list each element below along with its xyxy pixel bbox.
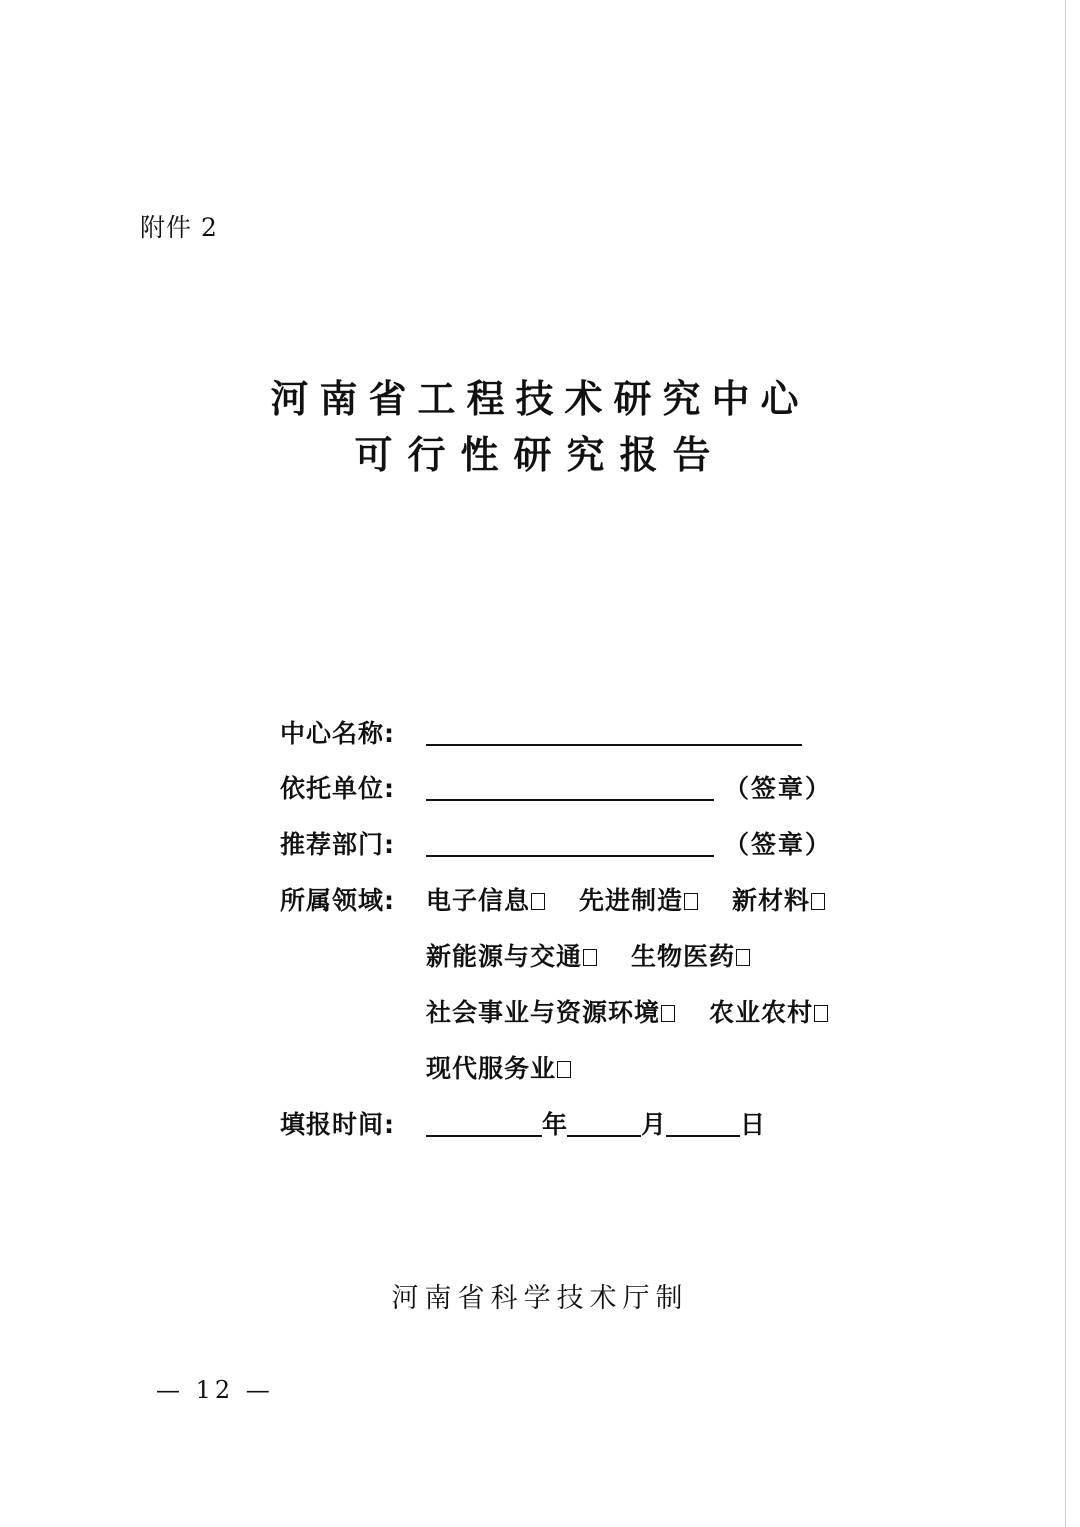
field-row-4 [426,1051,605,1087]
field-option-label: 社会事业与资源环境 [426,998,661,1027]
year-unit: 年 [542,1110,568,1139]
field-option-energy-transport[interactable] [426,939,597,975]
field-row-3 [426,995,862,1031]
field-label: 所属领域: [280,886,395,915]
field-option-label: 新能源与交通 [426,942,583,971]
center-name-row [280,716,802,752]
recommend-dept-field[interactable] [426,827,714,857]
field-option-agriculture[interactable] [709,995,828,1031]
host-unit-field[interactable] [426,771,714,801]
month-field[interactable] [567,1107,641,1137]
checkbox-icon[interactable] [811,893,825,910]
day-unit: 日 [740,1110,766,1139]
field-option-social-environment[interactable] [426,995,675,1031]
field-row-1 [280,883,825,919]
recommend-dept-row [280,827,832,863]
date-row [280,1107,765,1143]
field-option-biomedicine[interactable] [631,939,750,975]
field-option-label: 现代服务业 [426,1054,557,1083]
checkbox-icon[interactable] [684,893,698,910]
checkbox-icon[interactable] [583,949,597,966]
center-name-label: 中心名称: [280,719,395,748]
field-option-label: 电子信息 [426,886,531,915]
host-unit-row [280,771,832,807]
checkbox-icon[interactable] [814,1005,828,1022]
field-row-2 [426,939,784,975]
checkbox-icon[interactable] [531,893,545,910]
checkbox-icon[interactable] [557,1061,571,1078]
field-option-materials[interactable] [732,883,825,919]
center-name-field[interactable] [426,716,802,746]
issuer-text: 河南省科学技术厅制 [391,1283,689,1314]
field-option-manufacturing[interactable] [579,883,698,919]
recommend-dept-label: 推荐部门: [280,830,395,859]
field-option-label: 新材料 [732,886,811,915]
field-option-label: 生物医药 [631,942,736,971]
checkbox-icon[interactable] [736,949,750,966]
recommend-dept-seal: （签章） [724,830,833,859]
day-field[interactable] [666,1107,740,1137]
year-field[interactable] [426,1107,542,1137]
field-option-modern-services[interactable] [426,1051,571,1087]
host-unit-seal: （签章） [724,774,833,803]
host-unit-label: 依托单位: [280,774,395,803]
checkbox-icon[interactable] [661,1005,675,1022]
month-unit: 月 [641,1110,667,1139]
page-number: — 12 — [156,1376,274,1404]
field-option-electronics[interactable] [426,883,545,919]
field-option-label: 先进制造 [579,886,684,915]
field-option-label: 农业农村 [709,998,814,1027]
document-title-line-1: 河南省工程技术研究中心 [270,377,810,421]
attachment-label: 附件 2 [140,213,218,242]
date-label: 填报时间: [280,1110,395,1139]
document-title-line-2: 可行性研究报告 [354,433,726,477]
